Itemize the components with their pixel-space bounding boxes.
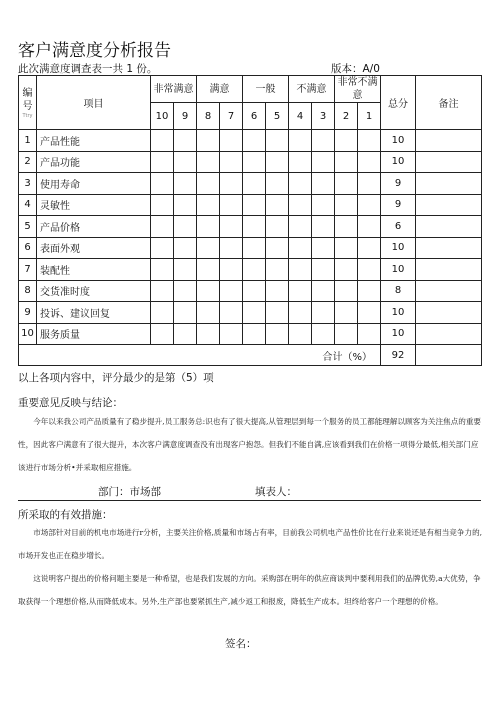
row-total: 10 <box>381 323 416 345</box>
row-number: 7 <box>19 259 37 281</box>
row-total: 9 <box>381 173 416 195</box>
row-item: 产品价格 <box>37 216 151 238</box>
score-cell <box>335 259 358 281</box>
row-total: 10 <box>381 237 416 259</box>
score-cell <box>358 173 381 195</box>
row-note <box>416 323 482 345</box>
measures-paragraph-2: 这说明客户提出的价格问题主要是一种希望，也是我们发展的方向。采购部在明年的供应商谈判中要利用我们的品牌优势,a大优势，争取获得一个理想价格,从而降低成本。另外,生产部也要紧抓生产,减少返工和报废，降低生产成本。坦终给客户一个理想的价格。 <box>18 574 481 606</box>
row-item: 产品性能 <box>37 130 151 152</box>
score-cell <box>266 173 289 195</box>
score-cell <box>358 280 381 302</box>
row-item: 灵敏性 <box>37 194 151 216</box>
score-cell <box>289 280 312 302</box>
score-cell <box>220 280 243 302</box>
score-3: 3 <box>312 103 335 130</box>
score-cell <box>335 173 358 195</box>
score-cell <box>266 216 289 238</box>
score-cell <box>312 323 335 345</box>
table-row <box>19 194 482 216</box>
score-cell <box>243 302 266 324</box>
score-cell <box>174 259 197 281</box>
score-cell <box>266 323 289 345</box>
row-note <box>416 194 482 216</box>
score-cell <box>243 173 266 195</box>
score-cell <box>289 323 312 345</box>
score-cell <box>220 323 243 345</box>
score-cell <box>151 237 174 259</box>
row-number: 5 <box>19 216 37 238</box>
score-cell <box>220 302 243 324</box>
score-cell <box>151 194 174 216</box>
score-cell <box>335 130 358 152</box>
score-cell <box>174 130 197 152</box>
score-cell <box>197 237 220 259</box>
score-cell <box>312 259 335 281</box>
filler-label: 填表人： <box>255 486 297 498</box>
row-note <box>416 151 482 173</box>
feedback-text: 今年以来我公司产品质量有了稳步提升,员工服务总:识也有了很大提高,从管理层到每一个服务的员工都能理解以顾客为关注焦点的重要性，因此客户满意有了很大提升，本次客户满意度调查没有出现客户抱怨。但我们不能自满,应该看到我们在价格一项得分最低,相关部门应该进行市场分析•并采取相应措施。 <box>18 417 482 472</box>
score-cell <box>197 130 220 152</box>
row-number: 1 <box>19 130 37 152</box>
score-cell <box>174 151 197 173</box>
score-cell <box>289 173 312 195</box>
row-note <box>416 216 482 238</box>
row-total: 10 <box>381 151 416 173</box>
group-very-satisfied: 非常满意 <box>151 76 197 103</box>
satisfaction-table <box>18 75 482 366</box>
row-item: 交货准时度 <box>37 280 151 302</box>
score-cell <box>312 280 335 302</box>
score-cell <box>289 302 312 324</box>
score-cell <box>174 302 197 324</box>
score-cell <box>266 130 289 152</box>
row-item: 装配性 <box>37 259 151 281</box>
col-number-header: 编号 Ttry <box>19 76 37 130</box>
col-item-header: 项目 <box>37 76 151 130</box>
department-label: 部门：市场部 <box>98 486 161 498</box>
score-cell <box>220 151 243 173</box>
row-number: 6 <box>19 237 37 259</box>
table-body <box>19 130 482 345</box>
col-total-header: 总分 <box>381 76 416 130</box>
score-cell <box>243 194 266 216</box>
table-row <box>19 130 482 152</box>
score-cell <box>289 130 312 152</box>
sum-label: 合计（%） <box>19 345 381 366</box>
score-cell <box>266 151 289 173</box>
table-row <box>19 302 482 324</box>
score-cell <box>312 130 335 152</box>
group-dissatisfied: 不满意 <box>289 76 335 103</box>
score-2: 2 <box>335 103 358 130</box>
score-cell <box>220 130 243 152</box>
row-item: 使用寿命 <box>37 173 151 195</box>
score-9: 9 <box>174 103 197 130</box>
score-cell <box>220 237 243 259</box>
score-cell <box>358 237 381 259</box>
score-cell <box>289 151 312 173</box>
score-6: 6 <box>243 103 266 130</box>
row-item: 表面外观 <box>37 237 151 259</box>
row-note <box>416 259 482 281</box>
row-total: 10 <box>381 130 416 152</box>
score-cell <box>312 216 335 238</box>
score-cell <box>243 151 266 173</box>
score-cell <box>312 173 335 195</box>
group-average: 一般 <box>243 76 289 103</box>
row-number: 10 <box>19 323 37 345</box>
table-row <box>19 216 482 238</box>
score-cell <box>243 259 266 281</box>
score-7: 7 <box>220 103 243 130</box>
row-number: 8 <box>19 280 37 302</box>
score-cell <box>151 259 174 281</box>
score-cell <box>220 173 243 195</box>
score-4: 4 <box>289 103 312 130</box>
score-cell <box>266 237 289 259</box>
table-row <box>19 280 482 302</box>
survey-count-line: 此次满意度调查表一共 1 份。 <box>18 63 158 75</box>
score-cell <box>220 216 243 238</box>
row-number: 4 <box>19 194 37 216</box>
score-cell <box>243 280 266 302</box>
score-10: 10 <box>151 103 174 130</box>
score-cell <box>335 302 358 324</box>
score-cell <box>174 237 197 259</box>
score-cell <box>335 237 358 259</box>
score-cell <box>151 280 174 302</box>
measures-heading: 所采取的有效措施： <box>18 509 113 521</box>
report-title: 客户满意度分析报告 <box>18 41 171 61</box>
score-cell <box>358 259 381 281</box>
group-satisfied: 满意 <box>197 76 243 103</box>
version-label: 版本：A/0 <box>331 63 380 75</box>
row-note <box>416 173 482 195</box>
score-cell <box>151 130 174 152</box>
sum-value: 92 <box>381 345 416 366</box>
score-cell <box>289 259 312 281</box>
score-cell <box>151 151 174 173</box>
score-cell <box>312 194 335 216</box>
table-row <box>19 323 482 345</box>
score-cell <box>289 194 312 216</box>
score-cell <box>197 216 220 238</box>
row-total: 6 <box>381 216 416 238</box>
score-cell <box>174 173 197 195</box>
sum-note <box>416 345 482 366</box>
score-cell <box>358 302 381 324</box>
score-cell <box>220 194 243 216</box>
table-row <box>19 151 482 173</box>
score-cell <box>197 194 220 216</box>
score-cell <box>174 280 197 302</box>
score-cell <box>358 323 381 345</box>
score-cell <box>266 302 289 324</box>
row-total: 9 <box>381 194 416 216</box>
measures-paragraph-1: 市场部针对目前的机电市场进行r分析，主要关注价格,质量和市场占有率，目前我公司机电产品性价比在行业来说还是有相当竞争力的,市场开发也正在稳步增长。 <box>18 528 483 560</box>
row-total: 8 <box>381 280 416 302</box>
score-cell <box>243 323 266 345</box>
score-cell <box>312 302 335 324</box>
row-note <box>416 130 482 152</box>
score-cell <box>174 323 197 345</box>
score-cell <box>358 130 381 152</box>
col-note-header: 备注 <box>416 76 482 130</box>
row-number: 2 <box>19 151 37 173</box>
row-note <box>416 237 482 259</box>
score-cell <box>243 237 266 259</box>
score-1: 1 <box>358 103 381 130</box>
score-cell <box>335 151 358 173</box>
score-cell <box>335 280 358 302</box>
score-cell <box>335 194 358 216</box>
score-cell <box>151 216 174 238</box>
score-cell <box>174 194 197 216</box>
score-cell <box>243 216 266 238</box>
score-cell <box>197 280 220 302</box>
table-row <box>19 237 482 259</box>
row-item: 投诉、建议回复 <box>37 302 151 324</box>
score-cell <box>197 173 220 195</box>
score-cell <box>174 216 197 238</box>
row-number: 3 <box>19 173 37 195</box>
row-item: 产品功能 <box>37 151 151 173</box>
score-cell <box>289 237 312 259</box>
score-cell <box>312 237 335 259</box>
score-cell <box>312 151 335 173</box>
row-note <box>416 302 482 324</box>
signature-label: 签名： <box>225 638 257 650</box>
score-cell <box>151 302 174 324</box>
table-row <box>19 173 482 195</box>
score-cell <box>197 323 220 345</box>
score-cell <box>151 173 174 195</box>
score-cell <box>266 194 289 216</box>
score-cell <box>151 323 174 345</box>
score-8: 8 <box>197 103 220 130</box>
score-cell <box>220 259 243 281</box>
score-cell <box>335 216 358 238</box>
score-cell <box>266 280 289 302</box>
score-cell <box>197 151 220 173</box>
score-5: 5 <box>266 103 289 130</box>
score-cell <box>243 130 266 152</box>
score-cell <box>335 323 358 345</box>
feedback-heading: 重要意见反映与结论： <box>18 397 123 409</box>
row-note <box>416 280 482 302</box>
row-total: 10 <box>381 259 416 281</box>
measures-divider <box>18 500 481 501</box>
score-cell <box>289 216 312 238</box>
row-item: 服务质量 <box>37 323 151 345</box>
lowest-score-line: 以上各项内容中，评分最少的是第（5）项 <box>18 372 214 384</box>
score-cell <box>358 194 381 216</box>
row-number: 9 <box>19 302 37 324</box>
score-cell <box>358 151 381 173</box>
group-very-dissatisfied: 非常不满意 <box>335 76 381 103</box>
row-total: 10 <box>381 302 416 324</box>
score-cell <box>197 259 220 281</box>
score-cell <box>266 259 289 281</box>
table-row <box>19 259 482 281</box>
score-cell <box>197 302 220 324</box>
score-cell <box>358 216 381 238</box>
